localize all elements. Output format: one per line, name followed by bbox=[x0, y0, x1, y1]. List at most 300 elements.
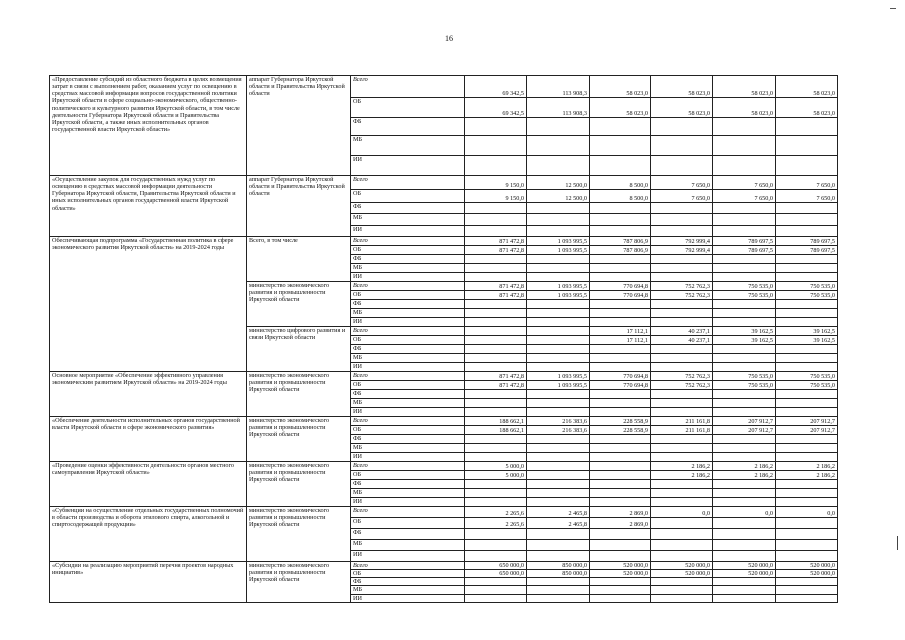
activity-name: «Обеспечение деятельности исполнительных органов государственной власти Иркутской области в сфере экономического развития» bbox=[50, 417, 247, 462]
value-cell bbox=[590, 300, 651, 309]
value-cell bbox=[527, 498, 590, 507]
value-cell bbox=[465, 489, 527, 498]
value-cell: 2 465,8 bbox=[527, 518, 590, 529]
value-cell: 58 023,0 bbox=[590, 76, 651, 98]
value-cell bbox=[465, 390, 527, 399]
activity-name: Обеспечивающая подпрограмма «Государственная политика в сфере экономического развития Иркутской области» на 2019-2024 годы bbox=[50, 237, 247, 372]
value-cell bbox=[590, 540, 651, 551]
value-cell: 792 999,4 bbox=[651, 246, 713, 255]
value-cell bbox=[651, 318, 713, 327]
value-cell bbox=[713, 399, 776, 408]
value-cell bbox=[713, 255, 776, 264]
value-cell bbox=[527, 453, 590, 462]
value-cell bbox=[527, 540, 590, 551]
value-cell: 2 265,6 bbox=[465, 507, 527, 518]
funding-source-label: ИИ bbox=[351, 453, 465, 462]
funding-source-label: ИИ bbox=[351, 318, 465, 327]
value-cell bbox=[651, 594, 713, 602]
value-cell bbox=[590, 214, 651, 226]
funding-source-label: ОБ bbox=[351, 336, 465, 345]
value-cell bbox=[651, 255, 713, 264]
value-cell bbox=[590, 264, 651, 273]
value-cell: 7 650,0 bbox=[776, 176, 838, 190]
funding-source-label: Всего bbox=[351, 327, 465, 336]
value-cell bbox=[651, 363, 713, 372]
funding-source-label: Всего bbox=[351, 562, 465, 570]
value-cell bbox=[527, 408, 590, 417]
value-cell bbox=[776, 264, 838, 273]
value-cell bbox=[776, 540, 838, 551]
value-cell: 770 694,8 bbox=[590, 291, 651, 300]
value-cell: 2 186,2 bbox=[776, 471, 838, 480]
value-cell bbox=[527, 399, 590, 408]
value-cell: 7 650,0 bbox=[651, 190, 713, 203]
value-cell: 5 000,0 bbox=[465, 471, 527, 480]
value-cell: 752 762,3 bbox=[651, 372, 713, 381]
value-cell: 7 650,0 bbox=[713, 176, 776, 190]
value-cell bbox=[590, 444, 651, 453]
value-cell bbox=[465, 540, 527, 551]
value-cell: 17 112,1 bbox=[590, 336, 651, 345]
value-cell bbox=[527, 390, 590, 399]
funding-source-label: Всего bbox=[351, 176, 465, 190]
value-cell bbox=[465, 327, 527, 336]
value-cell: 207 912,7 bbox=[713, 417, 776, 426]
funding-source-label: Всего bbox=[351, 76, 465, 98]
value-cell bbox=[776, 453, 838, 462]
funding-source-label: ИИ bbox=[351, 156, 465, 176]
value-cell: 39 162,5 bbox=[776, 327, 838, 336]
table-row bbox=[50, 76, 838, 98]
value-cell: 2 265,6 bbox=[465, 518, 527, 529]
value-cell: 7 650,0 bbox=[651, 176, 713, 190]
value-cell bbox=[527, 327, 590, 336]
value-cell: 211 161,8 bbox=[651, 417, 713, 426]
value-cell bbox=[527, 480, 590, 489]
value-cell bbox=[527, 318, 590, 327]
value-cell bbox=[651, 354, 713, 363]
value-cell: 58 023,0 bbox=[651, 98, 713, 118]
value-cell: 2 465,8 bbox=[527, 507, 590, 518]
value-cell: 520 000,0 bbox=[713, 562, 776, 570]
funding-source-label: ИИ bbox=[351, 594, 465, 602]
funding-source-label: Всего bbox=[351, 372, 465, 381]
value-cell bbox=[651, 214, 713, 226]
funding-source-label: ОБ bbox=[351, 246, 465, 255]
value-cell bbox=[527, 444, 590, 453]
funding-source-label: ОБ bbox=[351, 426, 465, 435]
value-cell bbox=[465, 399, 527, 408]
value-cell bbox=[590, 551, 651, 562]
value-cell bbox=[527, 309, 590, 318]
value-cell bbox=[590, 408, 651, 417]
value-cell bbox=[527, 578, 590, 586]
funding-source-label: Всего bbox=[351, 282, 465, 291]
funding-source-label: ФБ bbox=[351, 529, 465, 540]
value-cell bbox=[465, 529, 527, 540]
value-cell: 850 000,0 bbox=[527, 570, 590, 578]
value-cell bbox=[713, 594, 776, 602]
value-cell: 2 186,2 bbox=[651, 462, 713, 471]
funding-source-label: МБ bbox=[351, 214, 465, 226]
value-cell: 58 023,0 bbox=[713, 98, 776, 118]
executor-name: министерство экономического развития и промышленности Иркутской области bbox=[247, 507, 351, 562]
value-cell bbox=[465, 156, 527, 176]
value-cell: 871 472,8 bbox=[465, 282, 527, 291]
value-cell: 8 500,0 bbox=[590, 176, 651, 190]
value-cell bbox=[651, 118, 713, 136]
funding-source-label: Всего bbox=[351, 462, 465, 471]
value-cell bbox=[713, 214, 776, 226]
value-cell bbox=[713, 354, 776, 363]
value-cell bbox=[651, 480, 713, 489]
activity-name: «Проведение оценки эффективности деятельности органов местного самоуправления Иркутской области» bbox=[50, 462, 247, 507]
value-cell bbox=[590, 578, 651, 586]
value-cell bbox=[465, 435, 527, 444]
funding-source-label: ИИ bbox=[351, 408, 465, 417]
value-cell bbox=[590, 136, 651, 156]
value-cell: 216 383,6 bbox=[527, 417, 590, 426]
value-cell bbox=[465, 453, 527, 462]
value-cell bbox=[651, 309, 713, 318]
value-cell bbox=[527, 529, 590, 540]
activity-name: Основное мероприятие «Обеспечение эффективного управления экономическим развитием Иркутской области» на 2019-2024 годы bbox=[50, 372, 247, 417]
value-cell: 228 558,9 bbox=[590, 426, 651, 435]
funding-source-label: ОБ bbox=[351, 190, 465, 203]
value-cell bbox=[651, 399, 713, 408]
value-cell bbox=[776, 354, 838, 363]
value-cell bbox=[713, 540, 776, 551]
value-cell bbox=[527, 586, 590, 594]
funding-source-label: ОБ bbox=[351, 471, 465, 480]
value-cell bbox=[465, 264, 527, 273]
value-cell bbox=[713, 264, 776, 273]
value-cell bbox=[590, 203, 651, 214]
table-row bbox=[50, 417, 838, 426]
value-cell bbox=[776, 300, 838, 309]
value-cell: 787 806,9 bbox=[590, 237, 651, 246]
value-cell bbox=[713, 118, 776, 136]
funding-source-label: Всего bbox=[351, 237, 465, 246]
value-cell bbox=[776, 273, 838, 282]
value-cell: 750 535,0 bbox=[713, 372, 776, 381]
value-cell: 770 694,8 bbox=[590, 372, 651, 381]
corner-dash bbox=[890, 8, 896, 9]
value-cell bbox=[713, 408, 776, 417]
value-cell bbox=[590, 453, 651, 462]
value-cell: 17 112,1 bbox=[590, 327, 651, 336]
value-cell bbox=[776, 203, 838, 214]
value-cell bbox=[776, 399, 838, 408]
value-cell: 58 023,0 bbox=[776, 76, 838, 98]
value-cell: 39 162,5 bbox=[713, 327, 776, 336]
value-cell bbox=[651, 529, 713, 540]
value-cell: 113 908,3 bbox=[527, 98, 590, 118]
executor-name: аппарат Губернатора Иркутской области и Правительства Иркутской области bbox=[247, 176, 351, 237]
value-cell bbox=[651, 586, 713, 594]
value-cell: 752 762,3 bbox=[651, 381, 713, 390]
value-cell: 2 186,2 bbox=[713, 471, 776, 480]
value-cell: 1 093 995,5 bbox=[527, 372, 590, 381]
value-cell bbox=[465, 551, 527, 562]
value-cell: 12 500,0 bbox=[527, 190, 590, 203]
funding-source-label: МБ bbox=[351, 136, 465, 156]
value-cell: 770 694,8 bbox=[590, 381, 651, 390]
value-cell bbox=[527, 462, 590, 471]
value-cell bbox=[651, 540, 713, 551]
value-cell bbox=[465, 444, 527, 453]
value-cell: 520 000,0 bbox=[651, 570, 713, 578]
value-cell: 1 093 995,5 bbox=[527, 282, 590, 291]
value-cell bbox=[465, 354, 527, 363]
value-cell: 871 472,8 bbox=[465, 381, 527, 390]
value-cell: 871 472,8 bbox=[465, 246, 527, 255]
value-cell bbox=[776, 444, 838, 453]
value-cell: 113 908,3 bbox=[527, 76, 590, 98]
value-cell: 520 000,0 bbox=[651, 562, 713, 570]
value-cell: 39 162,5 bbox=[713, 336, 776, 345]
activity-name: «Осуществление закупок для государственных нужд услуг по освещению в средствах массовой информации деятельности Губернатора Иркутской области, Правительства Иркутской области и иных исполнительных органов государственной власти Иркутской области» bbox=[50, 176, 247, 237]
value-cell bbox=[776, 489, 838, 498]
value-cell bbox=[465, 118, 527, 136]
value-cell bbox=[590, 345, 651, 354]
value-cell bbox=[713, 453, 776, 462]
value-cell bbox=[527, 118, 590, 136]
value-cell: 228 558,9 bbox=[590, 417, 651, 426]
value-cell: 789 697,5 bbox=[713, 246, 776, 255]
value-cell bbox=[465, 363, 527, 372]
value-cell: 0,0 bbox=[776, 507, 838, 518]
value-cell: 2 869,0 bbox=[590, 507, 651, 518]
value-cell bbox=[776, 435, 838, 444]
value-cell: 188 662,1 bbox=[465, 417, 527, 426]
value-cell: 58 023,0 bbox=[713, 76, 776, 98]
value-cell bbox=[713, 136, 776, 156]
value-cell bbox=[465, 578, 527, 586]
funding-source-label: ИИ bbox=[351, 363, 465, 372]
value-cell bbox=[465, 336, 527, 345]
funding-source-label: МБ bbox=[351, 354, 465, 363]
value-cell: 787 806,9 bbox=[590, 246, 651, 255]
funding-source-label: МБ bbox=[351, 540, 465, 551]
value-cell: 58 023,0 bbox=[590, 98, 651, 118]
table-body bbox=[50, 76, 838, 603]
funding-source-label: ОБ bbox=[351, 570, 465, 578]
value-cell bbox=[776, 390, 838, 399]
funding-source-label: ОБ bbox=[351, 291, 465, 300]
value-cell bbox=[527, 489, 590, 498]
executor-name: Всего, в том числе bbox=[247, 237, 351, 282]
funding-source-label: ФБ bbox=[351, 118, 465, 136]
value-cell bbox=[713, 363, 776, 372]
value-cell bbox=[527, 336, 590, 345]
value-cell bbox=[465, 214, 527, 226]
value-cell bbox=[776, 118, 838, 136]
funding-source-label: ИИ bbox=[351, 226, 465, 237]
value-cell bbox=[776, 498, 838, 507]
activity-name: «Субвенции на осуществление отдельных государственных полномочий в области производства и оборота этилового спирта, алкогольной и спиртосодержащей продукции» bbox=[50, 507, 247, 562]
value-cell bbox=[590, 594, 651, 602]
value-cell: 188 662,1 bbox=[465, 426, 527, 435]
value-cell bbox=[776, 408, 838, 417]
value-cell bbox=[590, 309, 651, 318]
funding-source-label: ФБ bbox=[351, 255, 465, 264]
value-cell bbox=[651, 300, 713, 309]
value-cell bbox=[651, 489, 713, 498]
value-cell: 69 342,5 bbox=[465, 76, 527, 98]
value-cell bbox=[651, 453, 713, 462]
value-cell: 792 999,4 bbox=[651, 237, 713, 246]
value-cell: 871 472,8 bbox=[465, 372, 527, 381]
value-cell: 1 093 995,5 bbox=[527, 237, 590, 246]
value-cell: 520 000,0 bbox=[590, 562, 651, 570]
value-cell bbox=[527, 156, 590, 176]
value-cell: 789 697,5 bbox=[776, 246, 838, 255]
funding-source-label: ФБ bbox=[351, 435, 465, 444]
value-cell bbox=[527, 345, 590, 354]
value-cell: 207 912,7 bbox=[713, 426, 776, 435]
value-cell bbox=[776, 586, 838, 594]
value-cell bbox=[713, 498, 776, 507]
value-cell bbox=[776, 594, 838, 602]
value-cell: 750 535,0 bbox=[776, 381, 838, 390]
value-cell bbox=[713, 226, 776, 237]
value-cell: 520 000,0 bbox=[590, 570, 651, 578]
value-cell bbox=[590, 489, 651, 498]
value-cell bbox=[590, 435, 651, 444]
value-cell: 750 535,0 bbox=[776, 372, 838, 381]
value-cell: 750 535,0 bbox=[713, 282, 776, 291]
funding-source-label: ФБ bbox=[351, 390, 465, 399]
value-cell bbox=[776, 578, 838, 586]
page-number: 16 bbox=[445, 34, 453, 43]
value-cell bbox=[713, 203, 776, 214]
value-cell bbox=[590, 471, 651, 480]
value-cell: 7 650,0 bbox=[776, 190, 838, 203]
value-cell bbox=[465, 586, 527, 594]
value-cell: 752 762,3 bbox=[651, 291, 713, 300]
value-cell: 770 694,8 bbox=[590, 282, 651, 291]
value-cell: 40 237,1 bbox=[651, 336, 713, 345]
table-row bbox=[50, 462, 838, 471]
value-cell bbox=[527, 594, 590, 602]
value-cell bbox=[590, 226, 651, 237]
value-cell bbox=[590, 390, 651, 399]
value-cell: 1 093 995,5 bbox=[527, 381, 590, 390]
value-cell bbox=[713, 309, 776, 318]
value-cell: 7 650,0 bbox=[713, 190, 776, 203]
value-cell bbox=[527, 203, 590, 214]
budget-table bbox=[49, 75, 838, 603]
funding-source-label: МБ bbox=[351, 489, 465, 498]
funding-source-label: МБ bbox=[351, 399, 465, 408]
value-cell bbox=[590, 480, 651, 489]
value-cell bbox=[713, 318, 776, 327]
value-cell bbox=[713, 489, 776, 498]
value-cell bbox=[527, 363, 590, 372]
value-cell bbox=[776, 318, 838, 327]
value-cell: 207 912,7 bbox=[776, 417, 838, 426]
funding-source-label: МБ bbox=[351, 586, 465, 594]
funding-source-label: ИИ bbox=[351, 551, 465, 562]
value-cell bbox=[713, 529, 776, 540]
edge-mark bbox=[897, 536, 898, 550]
value-cell bbox=[713, 578, 776, 586]
value-cell: 752 762,3 bbox=[651, 282, 713, 291]
value-cell: 2 186,2 bbox=[776, 462, 838, 471]
value-cell bbox=[713, 273, 776, 282]
funding-source-label: ФБ bbox=[351, 578, 465, 586]
value-cell bbox=[590, 273, 651, 282]
value-cell bbox=[651, 551, 713, 562]
funding-source-label: ОБ bbox=[351, 518, 465, 529]
value-cell bbox=[465, 480, 527, 489]
value-cell bbox=[651, 203, 713, 214]
value-cell bbox=[527, 255, 590, 264]
value-cell: 1 093 995,5 bbox=[527, 246, 590, 255]
table-row bbox=[50, 507, 838, 518]
value-cell bbox=[651, 226, 713, 237]
value-cell: 750 535,0 bbox=[713, 291, 776, 300]
value-cell bbox=[776, 529, 838, 540]
value-cell bbox=[651, 408, 713, 417]
funding-source-label: ФБ bbox=[351, 203, 465, 214]
value-cell bbox=[713, 300, 776, 309]
value-cell bbox=[465, 255, 527, 264]
value-cell bbox=[590, 255, 651, 264]
value-cell: 207 912,7 bbox=[776, 426, 838, 435]
value-cell: 9 150,0 bbox=[465, 190, 527, 203]
value-cell: 650 000,0 bbox=[465, 562, 527, 570]
value-cell bbox=[527, 471, 590, 480]
value-cell bbox=[465, 300, 527, 309]
funding-source-label: ИИ bbox=[351, 273, 465, 282]
funding-source-label: МБ bbox=[351, 444, 465, 453]
value-cell bbox=[776, 214, 838, 226]
value-cell bbox=[651, 444, 713, 453]
executor-name: аппарат Губернатора Иркутской области и Правительства Иркутской области bbox=[247, 76, 351, 176]
value-cell bbox=[465, 318, 527, 327]
value-cell bbox=[713, 390, 776, 399]
value-cell: 871 472,8 bbox=[465, 291, 527, 300]
value-cell: 2 869,0 bbox=[590, 518, 651, 529]
value-cell bbox=[590, 318, 651, 327]
value-cell bbox=[590, 586, 651, 594]
value-cell bbox=[713, 518, 776, 529]
executor-name: министерство цифрового развития и связи Иркутской области bbox=[247, 327, 351, 372]
value-cell bbox=[590, 354, 651, 363]
value-cell bbox=[527, 435, 590, 444]
table-row bbox=[50, 176, 838, 190]
activity-name: «Субсидии на реализацию мероприятий перечня проектов народных инициатив» bbox=[50, 562, 247, 603]
value-cell bbox=[590, 462, 651, 471]
value-cell bbox=[776, 309, 838, 318]
value-cell bbox=[527, 226, 590, 237]
value-cell bbox=[776, 255, 838, 264]
funding-source-label: Всего bbox=[351, 507, 465, 518]
value-cell: 0,0 bbox=[651, 507, 713, 518]
value-cell: 2 186,2 bbox=[651, 471, 713, 480]
value-cell bbox=[527, 136, 590, 156]
table-row bbox=[50, 562, 838, 570]
funding-source-label: ФБ bbox=[351, 300, 465, 309]
value-cell: 58 023,0 bbox=[776, 98, 838, 118]
value-cell bbox=[527, 551, 590, 562]
value-cell bbox=[776, 136, 838, 156]
value-cell: 520 000,0 bbox=[776, 562, 838, 570]
value-cell bbox=[465, 309, 527, 318]
value-cell bbox=[713, 435, 776, 444]
